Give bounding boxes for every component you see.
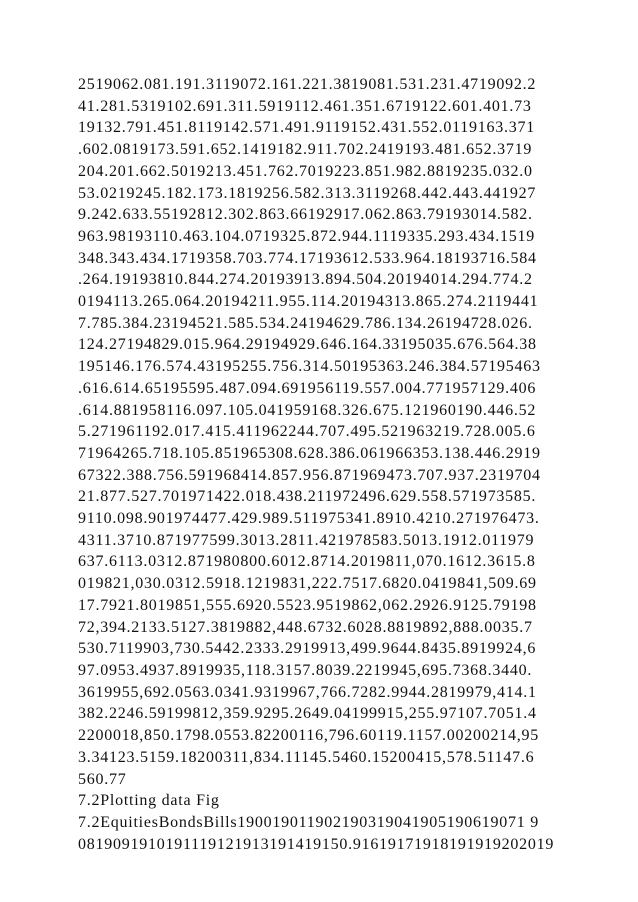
text-line-9: 348.343.434.1719358.703.774.17193612.533.964.18193716.584 <box>78 249 537 267</box>
text-line-14: 195146.176.574.43195255.756.314.50195363.246.384.57195463 <box>78 358 541 376</box>
text-line-25: 17.7921.8019851,555.6920.5523.9519862,062.2926.9125.79198 <box>78 596 537 614</box>
text-line-18: 71964265.718.105.851965308.628.386.061966353.138.446.2919 <box>78 444 541 462</box>
text-line-20: 21.877.527.701971422.018.438.211972496.629.558.571973585. <box>78 488 537 506</box>
text-line-16: .614.881958116.097.105.041959168.326.675.121960190.446.52 <box>78 401 537 419</box>
text-line-28: 97.0953.4937.8919935,118.3157.8039.2219945,695.7368.3440. <box>78 661 533 679</box>
text-line-30: 382.2246.59199812,359.9295.2649.04199915,255.97107.7051.4 <box>78 705 537 723</box>
text-line-29: 3619955,692.0563.0341.9319967,766.7282.9944.2819979,414.1 <box>78 683 537 701</box>
text-line-17: 5.271961192.017.415.411962244.707.495.521963219.728.005.6 <box>78 423 536 441</box>
text-line-21: 9110.098.901974477.429.989.511975341.8910.4210.271976473. <box>78 510 540 528</box>
text-line-23: 637.6113.0312.871980800.6012.8714.2019811,070.1612.3615.8 <box>78 553 536 571</box>
text-line-8: 963.98193110.463.104.0719325.872.944.1119335.293.434.1519 <box>78 227 535 245</box>
text-line-11: 0194113.265.064.20194211.955.114.20194313.865.274.2119441 <box>78 293 539 311</box>
text-line-2: 41.281.5319102.691.311.5919112.461.351.6719122.601.401.73 <box>78 97 532 115</box>
text-line-12: 7.785.384.23194521.585.534.24194629.786.134.26194728.026. <box>78 314 533 332</box>
text-line-10: .264.19193810.844.274.20193913.894.504.20194014.294.774.2 <box>78 271 533 289</box>
text-line-31: 2200018,850.1798.0553.82200116,796.60119.1157.00200214,95 <box>78 727 539 745</box>
text-line-19: 67322.388.756.591968414.857.956.871969473.707.937.2319704 <box>78 466 541 484</box>
text-line-15: .616.614.65195595.487.094.691956119.557.004.771957129.406 <box>78 379 537 397</box>
text-line-4: .602.0819173.591.652.1419182.911.702.2419193.481.652.3719 <box>78 141 533 159</box>
text-line-32: 3.34123.5159.18200311,834.11145.5460.15200415,578.51147.6 <box>78 748 535 766</box>
text-line-22: 4311.3710.871977599.3013.2811.421978583.5013.1912.011979 <box>78 531 535 549</box>
text-line-36: 0819091910191119121913191419150.91619171918191919202019 <box>78 835 555 853</box>
text-line-5: 204.201.662.5019213.451.762.7019223.851.982.8819235.032.0 <box>78 162 533 180</box>
text-line-6: 53.0219245.182.173.1819256.582.313.3119268.442.443.441927 <box>78 184 537 202</box>
text-line-3: 19132.791.451.8119142.571.491.9119152.431.552.0119163.371 <box>78 119 535 137</box>
text-line-35: 7.2EquitiesBondsBills190019011902190319041905190619071 9 <box>78 813 539 831</box>
document-page <box>78 74 568 855</box>
text-line-33: 560.77 <box>78 770 127 788</box>
text-line-7: 9.242.633.55192812.302.863.66192917.062.863.79193014.582. <box>78 206 533 224</box>
text-line-26: 72,394.2133.5127.3819882,448.6732.6028.8819892,888.0035.7 <box>78 618 533 636</box>
text-line-13: 124.27194829.015.964.29194929.646.164.33195035.676.564.38 <box>78 336 537 354</box>
text-line-1: 2519062.081.191.3119072.161.221.3819081.531.231.4719092.2 <box>78 76 537 93</box>
text-line-27: 530.7119903,730.5442.2333.2919913,499.9644.8435.8919924,6 <box>78 640 537 658</box>
text-line-24: 019821,030.0312.5918.1219831,222.7517.6820.0419841,509.69 <box>78 575 537 593</box>
section-heading: 7.2Plotting data Fig <box>78 792 220 810</box>
